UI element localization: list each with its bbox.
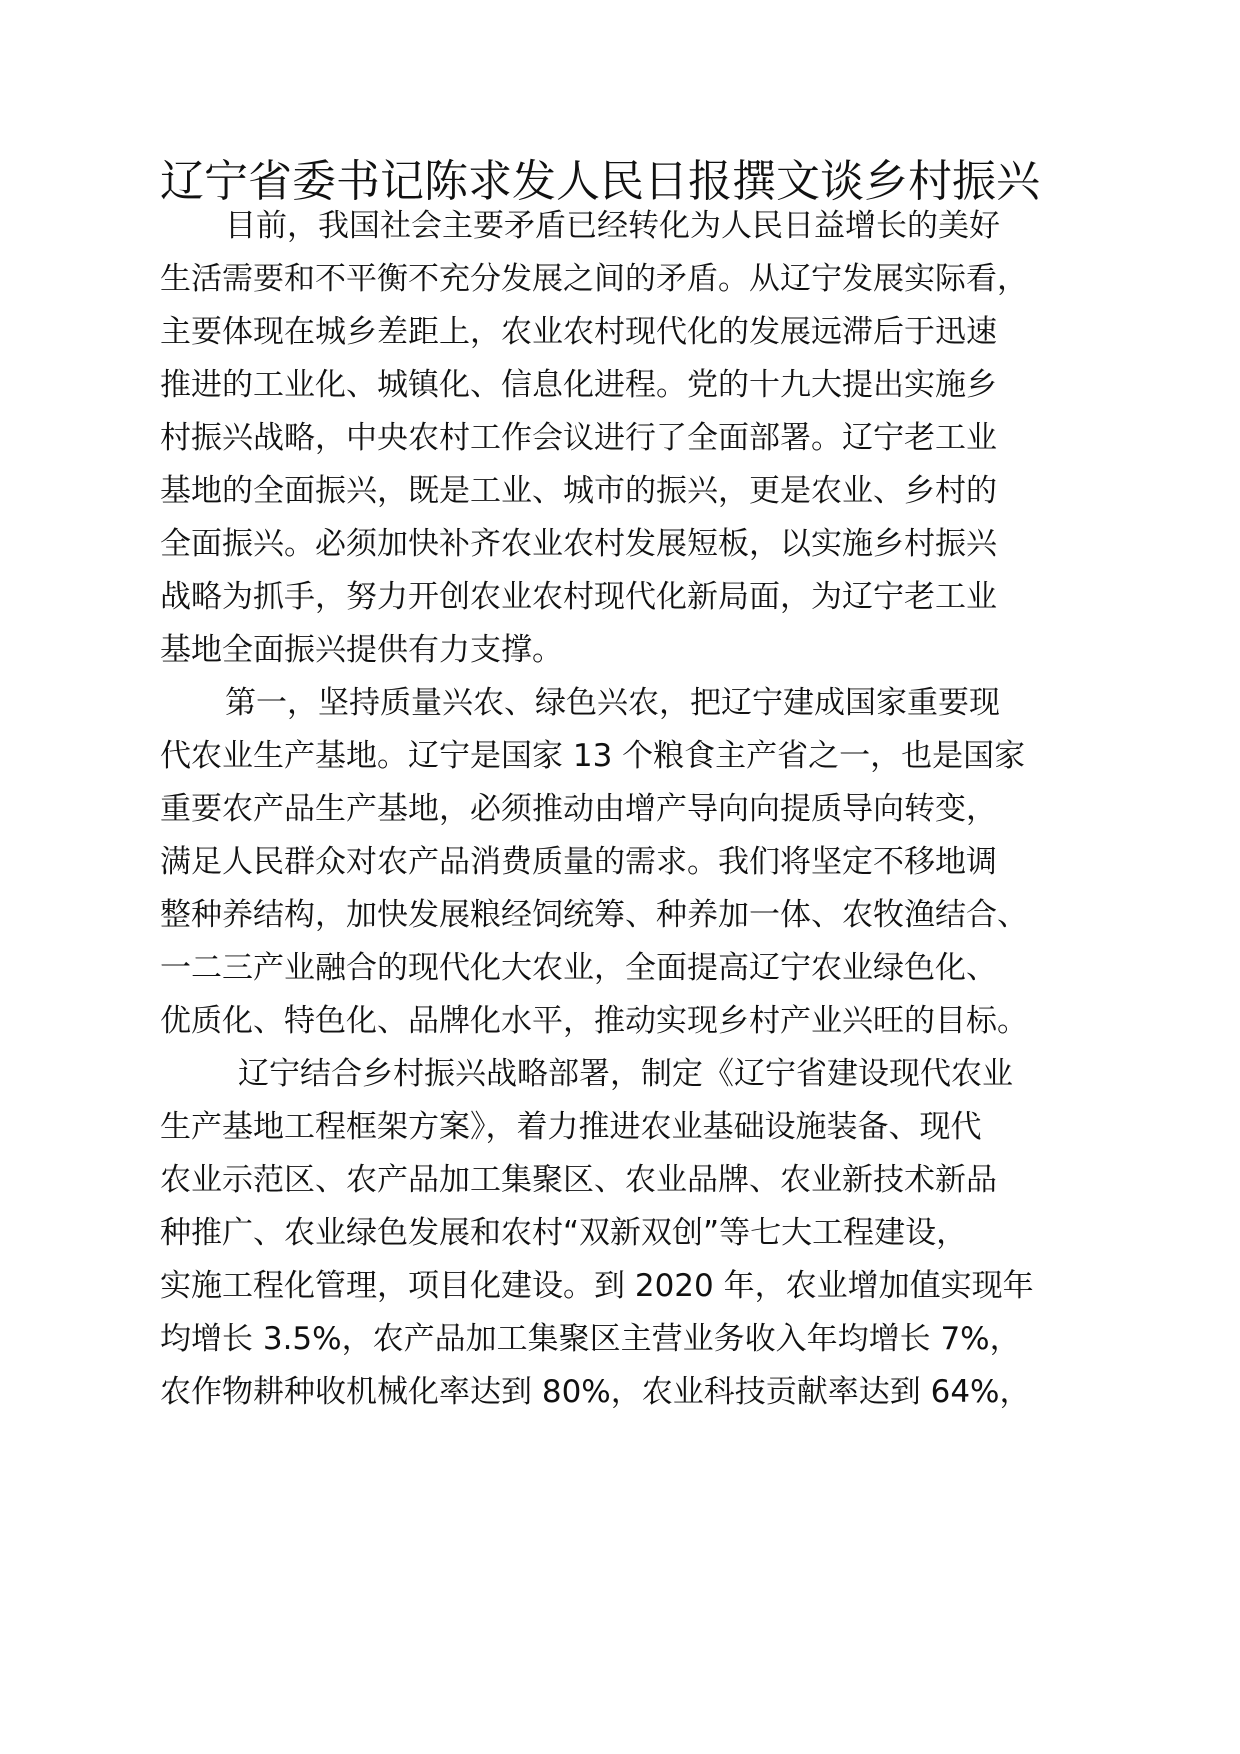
paragraph-3-line-5: 实施工程化管理，项目化建设。到 2020 年，农业增加值实现年: [160, 1268, 1034, 1304]
paragraph-1-line-6: 基地的全面振兴，既是工业、城市的振兴，更是农业、乡村的: [160, 473, 997, 509]
paragraph-2-line-4: 满足人民群众对农产品消费质量的需求。我们将坚定不移地调: [160, 844, 997, 880]
paragraph-2-line-1: 第一，坚持质量兴农、绿色兴农，把辽宁建成国家重要现: [225, 685, 1000, 721]
paragraph-3-line-1: 辽宁结合乡村振兴战略部署，制定《辽宁省建设现代农业: [238, 1056, 1013, 1092]
paragraph-2-line-6: 一二三产业融合的现代化大农业，全面提高辽宁农业绿色化、: [160, 950, 997, 986]
paragraph-1-line-4: 推进的工业化、城镇化、信息化进程。党的十九大提出实施乡: [160, 367, 997, 403]
paragraph-1-line-8: 战略为抓手，努力开创农业农村现代化新局面，为辽宁老工业: [160, 579, 997, 615]
paragraph-2-line-3: 重要农产品生产基地，必须推动由增产导向向提质导向转变，: [160, 791, 997, 827]
paragraph-3-line-4: 种推广、农业绿色发展和农村“双新双创”等七大工程建设，: [160, 1215, 968, 1251]
paragraph-3-line-3: 农业示范区、农产品加工集聚区、农业品牌、农业新技术新品: [160, 1162, 997, 1198]
paragraph-3-line-6: 均增长 3.5%，农产品加工集聚区主营业务收入年均增长 7%，: [160, 1321, 1021, 1357]
paragraph-2-line-5: 整种养结构，加快发展粮经饲统筹、种养加一体、农牧渔结合、: [160, 897, 1028, 933]
paragraph-1-line-9: 基地全面振兴提供有力支撑。: [160, 632, 563, 668]
paragraph-2-line-7: 优质化、特色化、品牌化水平，推动实现乡村产业兴旺的目标。: [160, 1003, 1028, 1039]
paragraph-1-line-7: 全面振兴。必须加快补齐农业农村发展短板，以实施乡村振兴: [160, 526, 997, 562]
paragraph-3-line-2: 生产基地工程框架方案》，着力推进农业基础设施装备、现代: [160, 1109, 982, 1145]
paragraph-3-line-7: 农作物耕种收机械化率达到 80%，农业科技贡献率达到 64%，: [160, 1374, 1031, 1410]
paragraph-1-line-2: 生活需要和不平衡不充分发展之间的矛盾。从辽宁发展实际看，: [160, 261, 1028, 297]
paragraph-1-line-3: 主要体现在城乡差距上，农业农村现代化的发展远滞后于迅速: [160, 314, 997, 350]
document-title: 辽宁省委书记陈求发人民日报撰文谈乡村振兴: [160, 156, 1040, 207]
paragraph-2-line-2: 代农业生产基地。辽宁是国家 13 个粮食主产省之一，也是国家: [160, 738, 1026, 774]
paragraph-1-line-5: 村振兴战略，中央农村工作会议进行了全面部署。辽宁老工业: [160, 420, 997, 456]
paragraph-1-line-1: 目前，我国社会主要矛盾已经转化为人民日益增长的美好: [225, 208, 1000, 244]
